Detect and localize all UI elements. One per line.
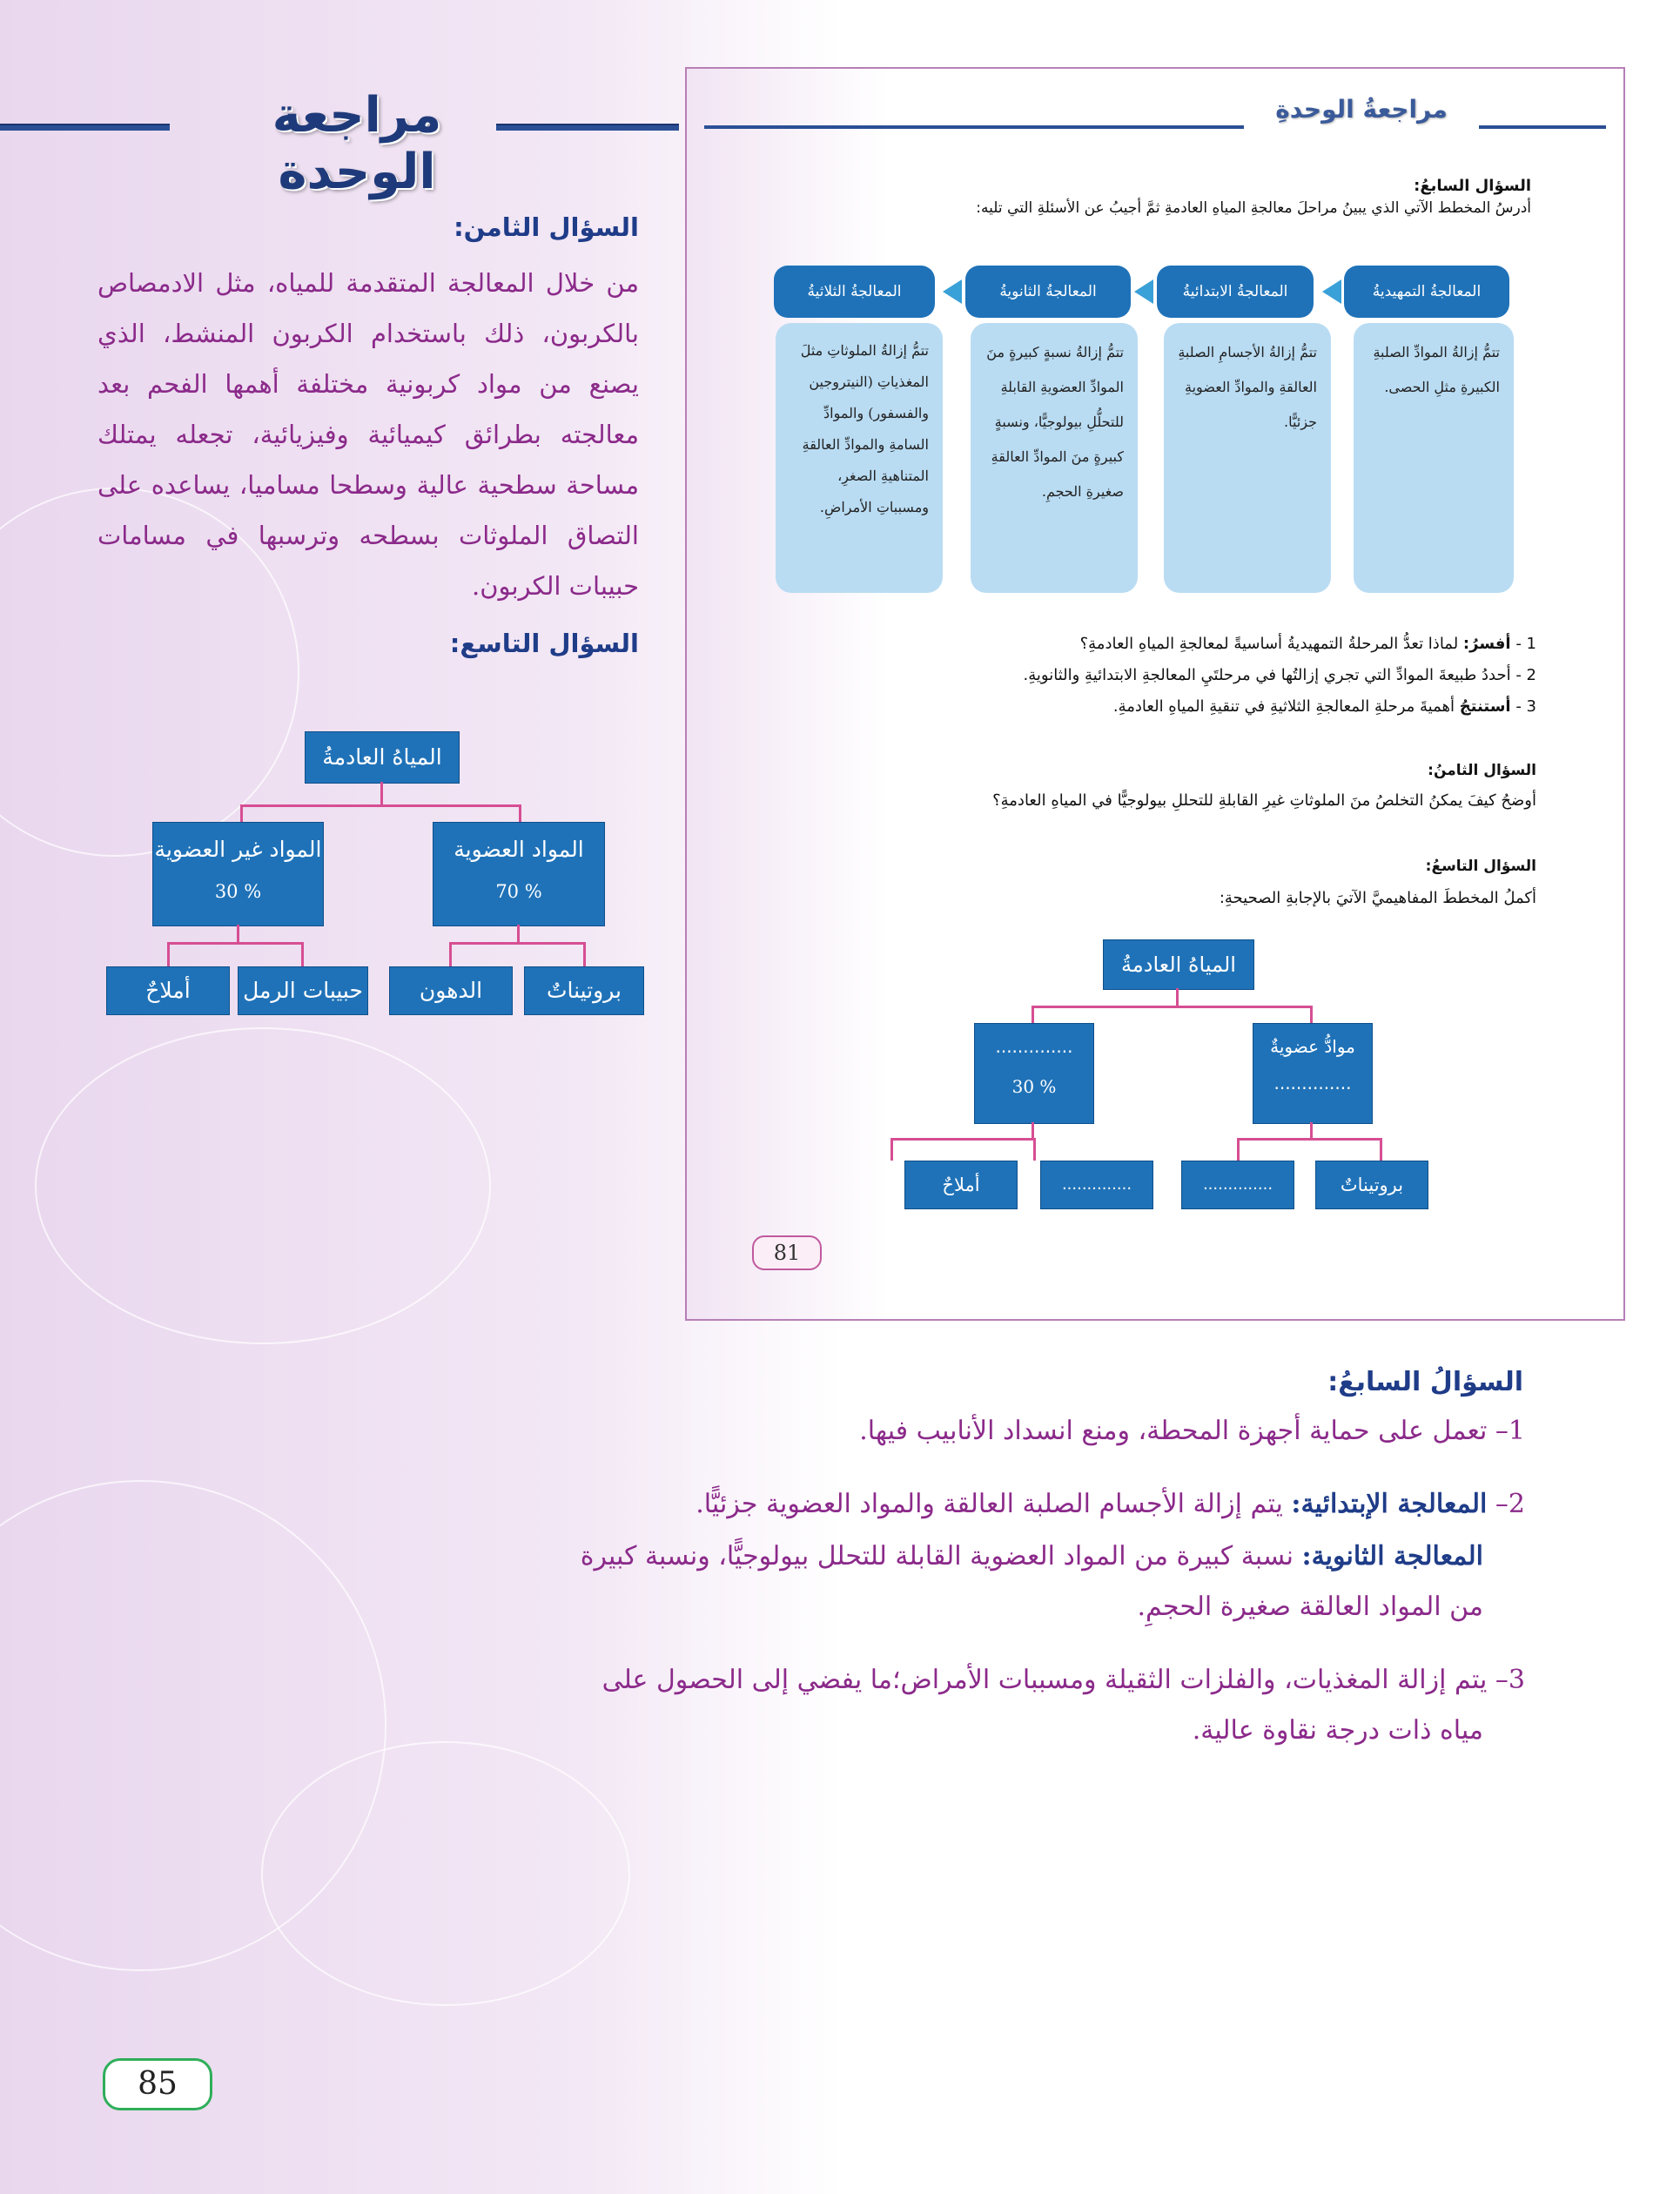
answer-2-text: يتم إزالة الأجسام الصلبة العالقة والمواد العضوية جزئيًّا. (696, 1489, 1292, 1519)
answer-2-number: 2– (1487, 1489, 1525, 1519)
map-root: المياهُ العادمةُ (305, 731, 460, 784)
page-map-leaf-salts: أملاحٌ (904, 1161, 1018, 1209)
page-map-connector (1032, 1006, 1034, 1025)
page-map-leaf-proteins: بروتيناتٌ (1315, 1161, 1428, 1209)
q7-intro: أدرسُ المخطط الآتي الذي يبينُ مراحلَ معالجةِ المياهِ العادمةِ ثمَّ أجيبُ عن الأسئلةِ التي تليه: (976, 199, 1531, 217)
map-connector (167, 942, 303, 945)
map-leaf-salts: أملاحٌ (106, 966, 230, 1015)
map-connector (167, 942, 170, 966)
answer-2b (581, 1541, 1483, 1571)
map-leaf-sand: حبيبات الرمل (238, 966, 368, 1015)
q7-item-3-text: أهميةَ مرحلةِ المعالجةِ الثلاثيةِ في تنقيةِ المياهِ العادمةِ. (1112, 697, 1460, 716)
page-number-81: 81 (752, 1235, 822, 1270)
answers-title: السؤالُ السابعُ: (1327, 1367, 1523, 1397)
answer-2 (696, 1489, 1525, 1519)
q8-text: أوضحُ كيفَ يمكنُ التخلصُ منَ الملوثاتِ غيرِ القابلةِ للتحللِ بيولوجيًّا في المياهِ العادمةِ؟ (992, 791, 1536, 810)
background-swirl (261, 1741, 630, 2006)
q7-item-3-verb: أستنتجُ (1459, 697, 1511, 716)
page-map-organic-label: موادُّ عضويةٌ (1270, 1036, 1355, 1057)
map-leaf-proteins: بروتيناتٌ (524, 966, 644, 1015)
map-connector (583, 942, 586, 966)
map-inorganic-label: المواد غير العضوية (154, 837, 322, 862)
answer-2b-label: المعالجة الثانوية: (1301, 1541, 1483, 1571)
page-title-rule (1479, 125, 1606, 129)
page-shading (687, 69, 887, 1319)
answer-3-continued: مياه ذات درجة نقاوة عالية. (1192, 1715, 1483, 1746)
page-map-leaf-blank-1: .............. (1040, 1161, 1153, 1209)
map-connector (240, 804, 243, 824)
map-leaf-fats: الدهون (389, 966, 513, 1015)
answer-2b-continued: من المواد العالقة صغيرة الحجمِ. (1137, 1592, 1483, 1622)
q7-item-2 (1024, 666, 1536, 684)
question-8-title: السؤال الثامن: (454, 212, 639, 242)
q8-title: السؤال الثامنُ: (1428, 762, 1536, 779)
q9-text: أكملُ المخططَ المفاهيميَّ الآتيَ بالإجابةِ الصحيحةِ: (1219, 889, 1536, 907)
stage-primary-header: المعالجةُ الابتدائيةُ (1157, 266, 1314, 318)
arrow-left-icon (943, 279, 962, 304)
answer-3: 3– يتم إزالة المغذيات، والفلزات الثقيلة ومسببات الأمراض؛ما يفضي إلى الحصول على (601, 1665, 1525, 1695)
page-map-connector (1310, 1006, 1313, 1025)
q7-item-2-text: أحددُ طبيعةَ الموادِّ التي تجري إزالتُها في مرحلتَيِ المعالجةِ الابتدائيةِ والثانويةِ. (1023, 666, 1511, 684)
page-map-connector (890, 1138, 1035, 1141)
q7-item-1-text: لماذا تعدُّ المرحلةُ التمهيديةُ أساسيةً لمعالجةِ المياهِ العادمةِ؟ (1079, 635, 1463, 653)
question-8-answer: من خلال المعالجة المتقدمة للمياه، مثل الادمصاص بالكربون، ذلك باستخدام الكربون المنشط، الذي يصنع من مواد كربونية مختلفة أهمها الفحم بعد معالجته بطرائق كيميائية وفيزيائية، تجعله يمتلك مساحة سطحية عالية وسطحا مساميا، يساعده على التصاق الملوثات بسطحه وترسبها في مسامات حبيبات الكربون. (97, 268, 639, 601)
stage-secondary-header: المعالجةُ الثانويةُ (965, 266, 1131, 318)
q9-title: السؤال التاسعُ: (1425, 858, 1536, 875)
arrow-left-icon (1134, 279, 1153, 304)
page-title: مراجعة الوحدة (272, 87, 442, 200)
map-connector (449, 942, 452, 966)
page-map-root: المياهُ العادمةُ (1103, 939, 1254, 990)
page-map-connector (1033, 1138, 1036, 1161)
stage-preliminary-body: تتمُّ إزالةُ الموادِّ الصلبةِ الكبيرةِ مثلِ الحصى. (1354, 323, 1514, 593)
map-organic-percent: 70 % (495, 881, 542, 902)
page-map-connector (1032, 1122, 1034, 1140)
q7-item-1-num: 1 - (1515, 635, 1536, 653)
map-inorganic-percent: 30 % (214, 881, 262, 902)
page-map-connector (1380, 1138, 1382, 1161)
question-9-title: السؤال التاسع: (449, 629, 639, 658)
answer-1: 1– تعمل على حماية أجهزة المحطة، ومنع انسداد الأنابيب فيها. (859, 1416, 1525, 1446)
page-map-inorganic-blank: .............. (995, 1036, 1073, 1057)
q7-item-1-verb: أفسرُ: (1462, 635, 1511, 653)
page-map-connector (1032, 1006, 1312, 1008)
stage-primary-body: تتمُّ إزالةُ الأجسامِ الصلبةِ العالقةِ والموادِّ العضويةِ جزئيًّا. (1164, 323, 1331, 593)
arrow-left-icon (1322, 279, 1341, 304)
map-connector (449, 942, 585, 945)
page-map-connector (1310, 1122, 1313, 1140)
page-map-connector (1237, 1138, 1381, 1141)
page-map-connector (890, 1138, 893, 1161)
page-map-inorganic (974, 1023, 1094, 1124)
stage-preliminary-header: المعالجةُ التمهيديةُ (1344, 266, 1509, 318)
stage-tertiary-header: المعالجةُ الثلاثيةُ (774, 266, 935, 318)
map-connector (240, 804, 521, 807)
q7-item-3-num: 3 - (1515, 697, 1536, 716)
q7-item-2-num: 2 - (1515, 666, 1536, 684)
textbook-page-image (685, 67, 1625, 1321)
footer-page-number: 85 (103, 2058, 212, 2110)
page-map-connector (1176, 988, 1179, 1007)
q7-item-1 (1080, 635, 1536, 653)
page-heading: مراجعةُ الوحدةِ (1275, 95, 1448, 124)
title-rule-right (496, 124, 679, 131)
page-map-connector (1237, 1138, 1240, 1161)
map-connector (519, 804, 521, 824)
map-connector (237, 925, 239, 944)
stage-tertiary-body: تتمُّ إزالةُ الملوثاتِ مثلَ المغذياتِ (النيتروجين والفسفور) والموادِّ السامةِ والموادِّ العالقةِ المتناهيةِ الصغرِ، ومسبباتِ الأمراضِ. (776, 323, 943, 593)
map-inorganic (152, 822, 324, 926)
q7-item-3 (1113, 697, 1536, 716)
background-swirl (35, 1027, 491, 1344)
page-map-organic (1253, 1023, 1373, 1124)
q7-title: السؤال السابعُ: (1414, 177, 1531, 195)
map-connector (380, 782, 383, 806)
map-connector (517, 925, 520, 944)
map-organic-label: المواد العضوية (454, 837, 584, 862)
page-map-organic-blank: .............. (1273, 1073, 1352, 1094)
page-map-inorganic-percent: 30 % (1011, 1076, 1057, 1097)
map-connector (301, 942, 304, 966)
title-rule-left (0, 124, 170, 131)
page-map-leaf-blank-2: .............. (1181, 1161, 1294, 1209)
stage-secondary-body: تتمُّ إزالةُ نسبةٍ كبيرةٍ منَ الموادِّ العضويةِ القابلةِ للتحلُّلِ بيولوجيًّا، ونسبةٍ كبيرةٍ منَ الموادِّ العالقةِ صغيرةِ الحجمِ. (971, 323, 1138, 593)
answer-2b-text: نسبة كبيرة من المواد العضوية القابلة للتحلل بيولوجيًّا، ونسبة كبيرة (580, 1541, 1302, 1571)
answer-2-label: المعالجة الإبتدائية: (1291, 1489, 1488, 1519)
page-title-rule (704, 125, 1244, 129)
map-organic (433, 822, 605, 926)
